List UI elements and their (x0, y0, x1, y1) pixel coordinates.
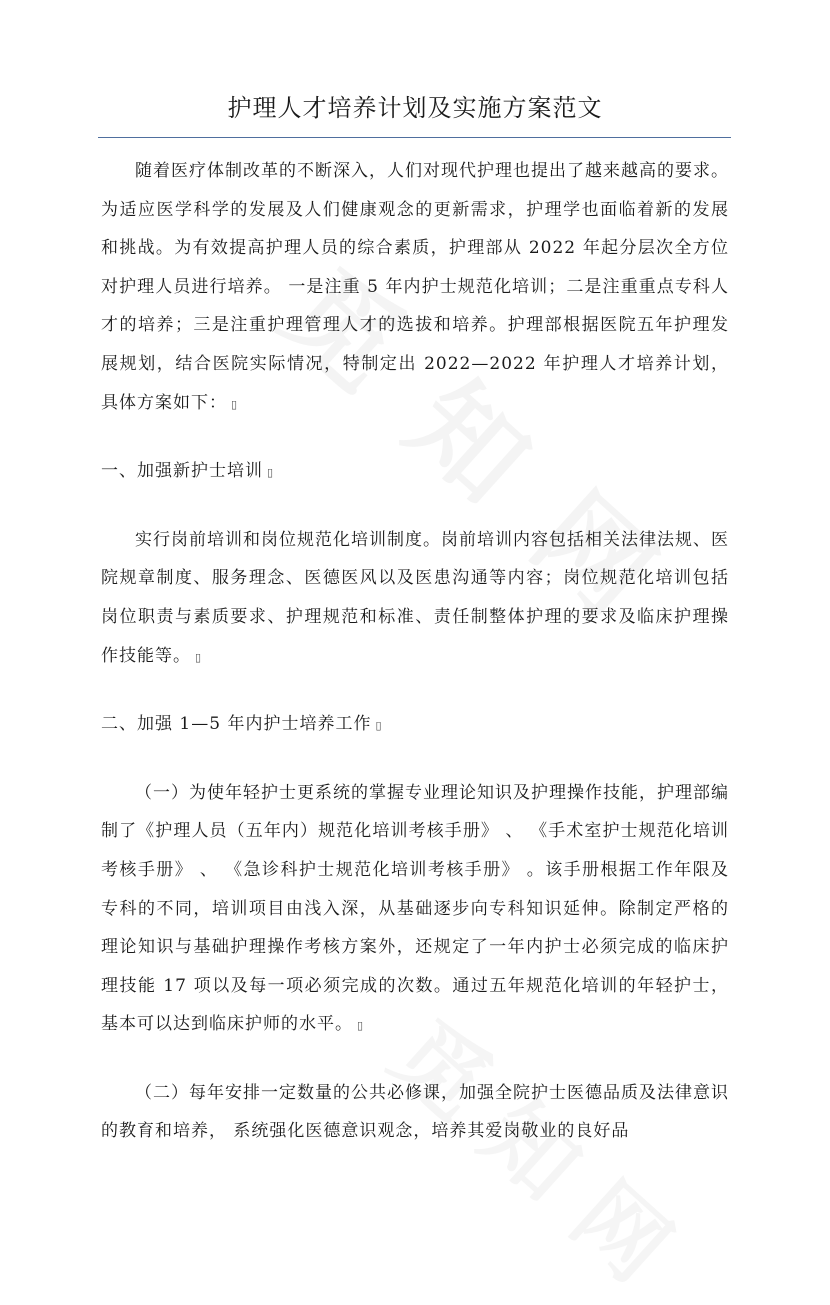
section-heading-2-text: 二、加强 1—5 年内护士培养工作 (101, 714, 372, 735)
item-2-paragraph (101, 1074, 729, 1151)
paragraph-mark: ▯ (375, 719, 382, 733)
intro-text: 随着医疗体制改革的不断深入，人们对现代护理也提出了越来越高的要求。为适应医学科学的发展及人们健康观念的更新需求，护理学也面临着新的发展和挑战。为有效提高护理人员的综合素质，护理部从 2022 年起分层次全方位对护理人员进行培养。 一是注重 5 年内护士规范化培训；二是注重重点专科人才的培养；三是注重护理管理人才的选拔和培养。护理部根据医院五年护理发展规划，结合医院实际情况，特制定出 2022—2022 年护理人才培养计划，具体方案如下： (101, 161, 729, 413)
section-1-paragraph (101, 521, 729, 677)
document-body (101, 152, 729, 1151)
intro-paragraph (101, 152, 729, 424)
paragraph-mark: ▯ (267, 466, 274, 480)
item-1-text: （一）为使年轻护士更系统的掌握专业理论知识及护理操作技能，护理部编制了《护理人员（五年内）规范化培训考核手册》 、 《手术室护士规范化培训考核手册》 、 《急诊科护士规范化培训考核手册》 。该手册根据工作年限及专科的不同，培训项目由浅入深，从基础逐步向专科知识延伸。除制定严格的理论知识与基础护理操作考核方案外，还规定了一年内护士必须完成的临床护理技能 17 项以及每一项必须完成的次数。通过五年规范化培训的年轻护士， 基本可以达到临床护师的水平。 (101, 782, 729, 1035)
section-heading-1 (101, 452, 729, 493)
section-heading-2 (101, 705, 729, 746)
paragraph-mark: ▯ (357, 1019, 364, 1033)
document-title: 护理人才培养计划及实施方案范文 (227, 94, 603, 122)
paragraph-mark: ▯ (231, 397, 238, 411)
title-underline (98, 137, 731, 138)
paragraph-mark: ▯ (195, 650, 202, 664)
section-1-text: 实行岗前培训和岗位规范化培训制度。岗前培训内容包括相关法律法规、医院规章制度、服务理念、医德医风以及医患沟通等内容；岗位规范化培训包括岗位职责与素质要求、护理规范和标准、责任制整体护理的要求及临床护理操作技能等。 (101, 529, 729, 666)
section-heading-1-text: 一、加强新护士培训 (101, 461, 263, 482)
item-2-text: （二）每年安排一定数量的公共必修课，加强全院护士医德品质及法律意识的教育和培养， 系统强化医德意识观念，培养其爱岗敬业的良好品 (101, 1082, 729, 1142)
item-1-paragraph (101, 774, 729, 1046)
